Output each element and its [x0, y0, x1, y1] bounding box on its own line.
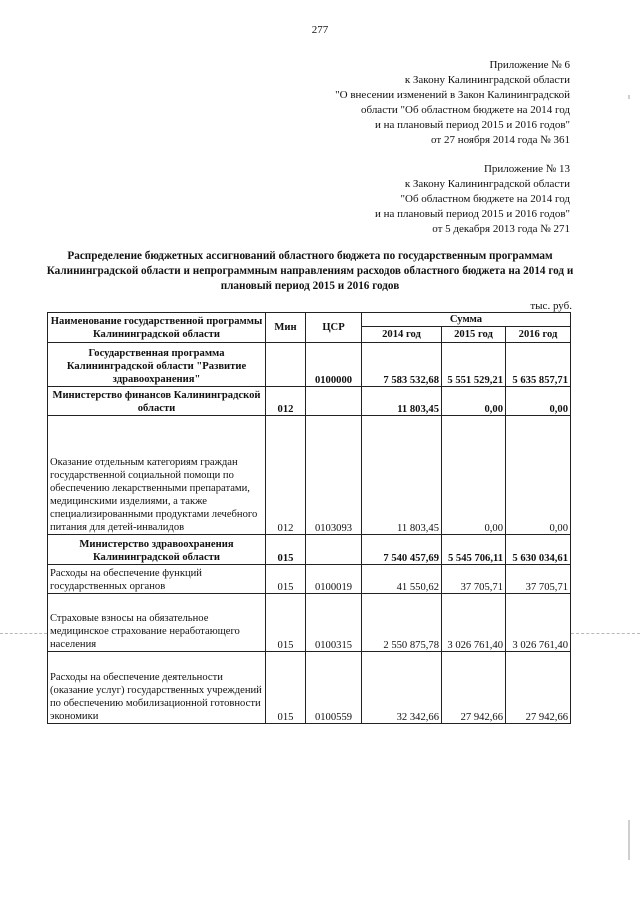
row-name: Оказание отдельным категориям граждан государственной социальной помощи по обеспечению лекарственными препаратами, медицинскими изделиями, а также специализированными продуктами лечебного питания для детей-инвалидов — [48, 416, 266, 535]
units-label: тыс. руб. — [530, 300, 572, 312]
row-2015: 5 551 529,21 — [442, 343, 506, 387]
row-2015: 5 545 706,11 — [442, 535, 506, 565]
row-name: Расходы на обеспечение функций государственных органов — [48, 565, 266, 594]
row-csr: 0100019 — [306, 565, 362, 594]
scan-mark — [628, 820, 630, 860]
appendix-line: к Закону Калининградской области — [404, 178, 570, 190]
row-2015: 0,00 — [442, 387, 506, 416]
row-min: 015 — [266, 535, 306, 565]
row-2016: 37 705,71 — [506, 565, 571, 594]
row-2016: 5 630 034,61 — [506, 535, 571, 565]
header-sum: Сумма — [362, 313, 571, 327]
row-name: Страховые взносы на обязательное медицинское страхование неработающего населения — [48, 594, 266, 652]
budget-table — [47, 312, 571, 724]
appendix-line: от 5 декабря 2013 года № 271 — [432, 223, 570, 235]
appendix-line: "Об областном бюджете на 2014 год — [400, 193, 570, 205]
row-min: 015 — [266, 565, 306, 594]
appendix-line: Приложение № 13 — [483, 163, 570, 175]
row-csr — [306, 387, 362, 416]
row-csr — [306, 535, 362, 565]
header-2016: 2016 год — [506, 327, 571, 343]
row-2015: 27 942,66 — [442, 652, 506, 724]
row-2016: 5 635 857,71 — [506, 343, 571, 387]
table-row — [48, 565, 571, 594]
row-min: 015 — [266, 594, 306, 652]
row-2016: 3 026 761,40 — [506, 594, 571, 652]
header-csr: ЦСР — [306, 313, 362, 343]
row-2014: 11 803,45 — [362, 387, 442, 416]
row-min: 015 — [266, 652, 306, 724]
table-row — [48, 535, 571, 565]
row-2014: 7 540 457,69 — [362, 535, 442, 565]
header-2014: 2014 год — [362, 327, 442, 343]
row-2015: 0,00 — [442, 416, 506, 535]
appendix-line: Приложение № 6 — [489, 59, 570, 71]
row-name: Государственная программа Калининградской области "Развитие здравоохранения" — [48, 343, 266, 387]
table-row — [48, 343, 571, 387]
appendix-13-header — [375, 162, 570, 237]
row-min: 012 — [266, 387, 306, 416]
row-2016: 0,00 — [506, 416, 571, 535]
appendix-line: и на плановый период 2015 и 2016 годов" — [374, 119, 570, 131]
scan-guide-line — [0, 633, 47, 634]
table-row — [48, 652, 571, 724]
appendix-line: "О внесении изменений в Закон Калининградской — [335, 89, 570, 101]
header-name: Наименование государственной программы Калининградской области — [48, 313, 266, 343]
row-name: Расходы на обеспечение деятельности (оказание услуг) государственных учреждений по обеспечению мобилизационной готовности экономики — [48, 652, 266, 724]
scan-guide-line — [571, 633, 640, 634]
appendix-line: и на плановый период 2015 и 2016 годов" — [374, 208, 570, 220]
row-name: Министерство здравоохранения Калининградской области — [48, 535, 266, 565]
appendix-6-header — [335, 58, 570, 148]
row-2014: 32 342,66 — [362, 652, 442, 724]
table-row — [48, 594, 571, 652]
table-row — [48, 387, 571, 416]
row-2014: 11 803,45 — [362, 416, 442, 535]
row-name: Министерство финансов Калининградской области — [48, 387, 266, 416]
row-2016: 27 942,66 — [506, 652, 571, 724]
row-min: 012 — [266, 416, 306, 535]
row-csr: 0100559 — [306, 652, 362, 724]
scan-mark — [628, 95, 630, 99]
header-2015: 2015 год — [442, 327, 506, 343]
row-min — [266, 343, 306, 387]
row-csr: 0100000 — [306, 343, 362, 387]
row-csr: 0103093 — [306, 416, 362, 535]
appendix-line: к Закону Калининградской области — [404, 74, 570, 86]
table-row — [48, 416, 571, 535]
row-2014: 2 550 875,78 — [362, 594, 442, 652]
document-title: Распределение бюджетных ассигнований областного бюджета по государственным программам Калининградской области и непрограммным направлениям расходов областного бюджета на 2014 год и плановый период 2015 и 2016 годов — [46, 250, 574, 292]
page-number: 277 — [311, 24, 329, 36]
appendix-line: области "Об областном бюджете на 2014 год — [361, 104, 570, 116]
appendix-line: от 27 ноября 2014 года № 361 — [431, 134, 570, 146]
row-2016: 0,00 — [506, 387, 571, 416]
row-2015: 3 026 761,40 — [442, 594, 506, 652]
row-2015: 37 705,71 — [442, 565, 506, 594]
row-csr: 0100315 — [306, 594, 362, 652]
row-2014: 41 550,62 — [362, 565, 442, 594]
row-2014: 7 583 532,68 — [362, 343, 442, 387]
header-min: Мин — [266, 313, 306, 343]
